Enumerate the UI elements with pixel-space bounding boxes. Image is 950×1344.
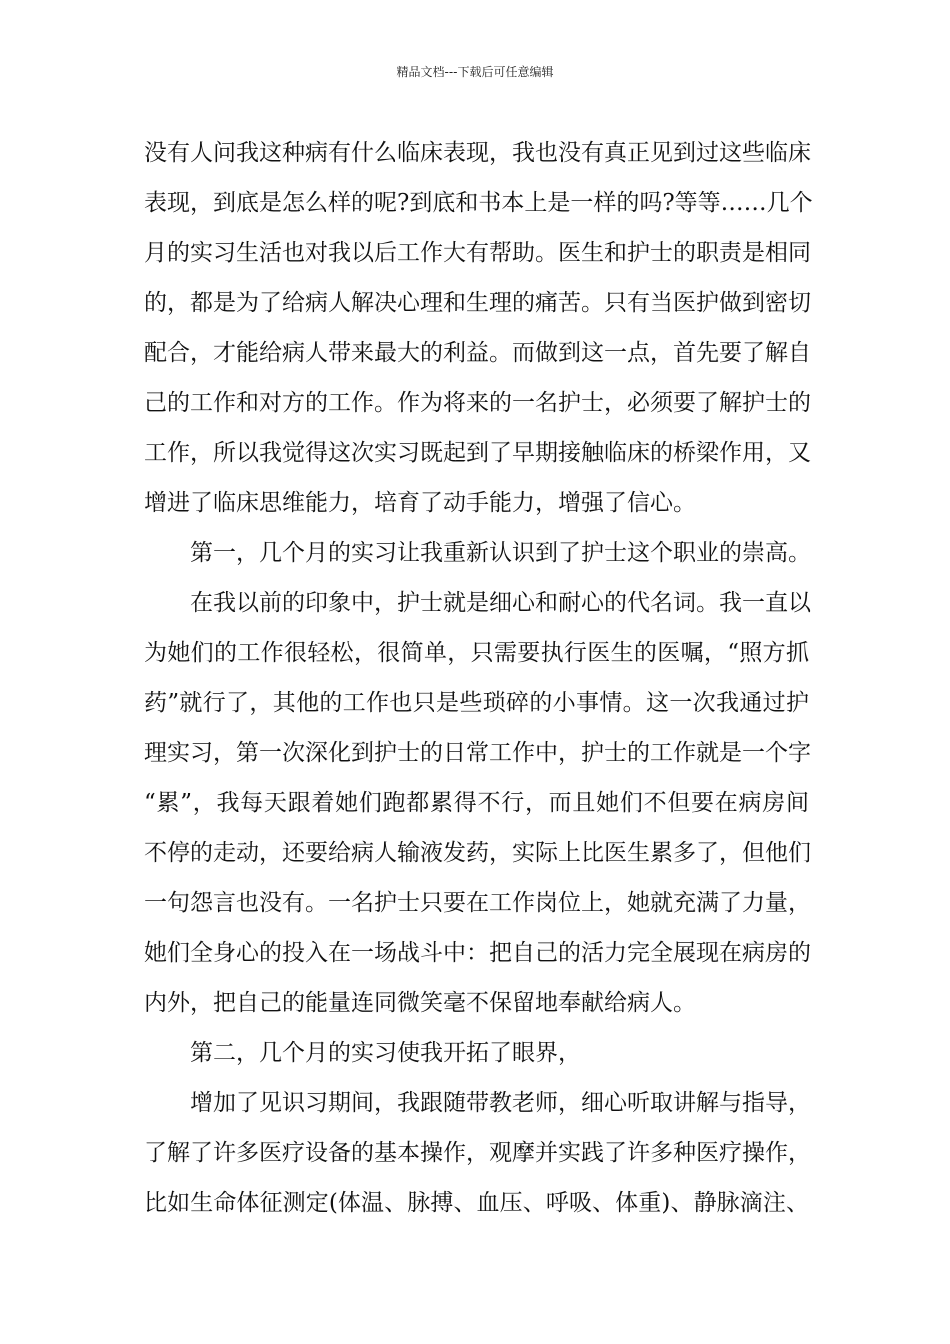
text-line: 己的工作和对方的工作。作为将来的一名护士，必须要了解护士的 [144, 390, 811, 416]
text-line: 工作，所以我觉得这次实习既起到了早期接触临床的桥梁作用，又 [144, 440, 811, 466]
paragraph-heading: 第一，几个月的实习让我重新认识到了护士这个职业的崇高。 [190, 540, 811, 566]
text-line: 了解了许多医疗设备的基本操作，观摩并实践了许多种医疗操作， [144, 1140, 811, 1166]
text-line: 的，都是为了给病人解决心理和生理的痛苦。只有当医护做到密切 [144, 290, 811, 316]
paragraph-heading: 第二，几个月的实习使我开拓了眼界， [190, 1040, 581, 1066]
text-line: 表现，到底是怎么样的呢?到底和书本上是一样的吗?等等……几个 [144, 190, 813, 216]
text-line: 增进了临床思维能力，培育了动手能力，增强了信心。 [144, 490, 696, 516]
text-line: 不停的走动，还要给病人输液发药，实际上比医生累多了，但他们 [144, 840, 811, 866]
text-line: 一句怨言也没有。一名护士只要在工作岗位上，她就充满了力量， [144, 890, 811, 916]
text-line: 内外，把自己的能量连同微笑毫不保留地奉献给病人。 [144, 990, 696, 1016]
page-header: 精品文档---下载后可任意编辑 [396, 65, 554, 79]
text-line: 月的实习生活也对我以后工作大有帮助。医生和护士的职责是相同 [144, 240, 811, 266]
text-line: 增加了见识习期间，我跟随带教老师，细心听取讲解与指导， [190, 1090, 811, 1116]
text-line: 比如生命体征测定(体温、脉搏、血压、呼吸、体重)、静脉滴注、 [144, 1190, 809, 1216]
text-line: 配合，才能给病人带来最大的利益。而做到这一点，首先要了解自 [144, 340, 811, 366]
text-line: “累”，我每天跟着她们跑都累得不行，而且她们不但要在病房间 [144, 790, 809, 816]
text-line: 理实习，第一次深化到护士的日常工作中，护士的工作就是一个字 [144, 740, 811, 766]
body-text [144, 128, 813, 1228]
text-line: 没有人问我这种病有什么临床表现，我也没有真正见到过这些临床 [144, 140, 811, 166]
text-line: 在我以前的印象中，护士就是细心和耐心的代名词。我一直以 [190, 590, 811, 616]
text-line: 为她们的工作很轻松，很简单，只需要执行医生的医嘱，“照方抓 [144, 640, 809, 666]
text-line: 药”就行了，其他的工作也只是些琐碎的小事情。这一次我通过护 [144, 690, 809, 716]
text-line: 她们全身心的投入在一场战斗中：把自己的活力完全展现在病房的 [144, 940, 811, 966]
